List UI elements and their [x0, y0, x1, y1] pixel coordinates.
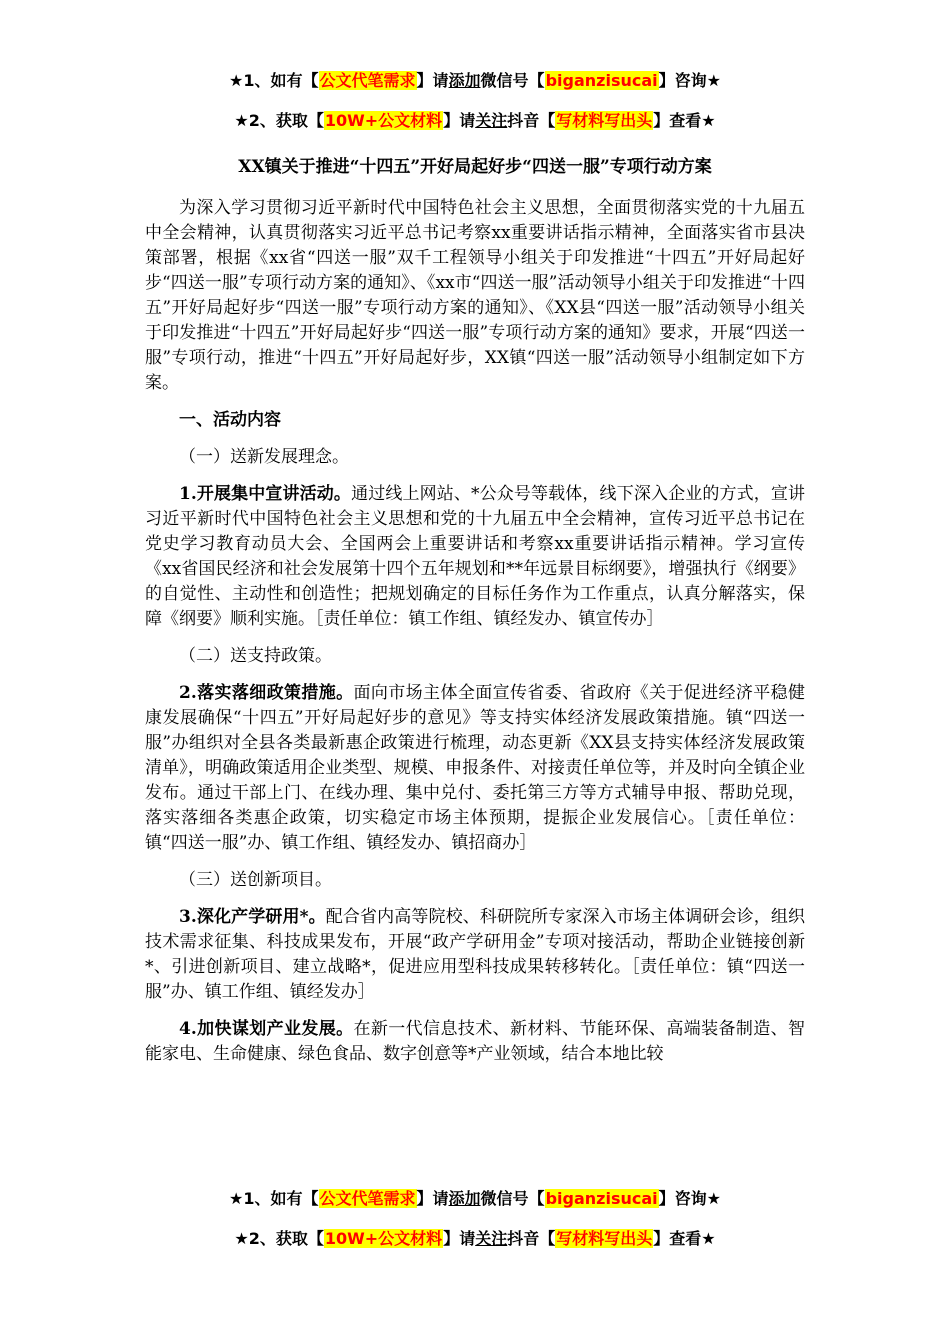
- banner-text: ★1、如有【: [229, 71, 319, 90]
- item-paragraph-3: [145, 905, 805, 1005]
- item-paragraph-2: [145, 681, 805, 856]
- item-lead: 2.落实落细政策措施。: [179, 683, 354, 703]
- header-banner-1: [0, 70, 950, 92]
- subsection-heading: （一）送新发展理念。: [179, 447, 349, 467]
- wechat-id-highlight: biganzisucai: [545, 71, 658, 90]
- banner-text: 】咨询★: [658, 71, 721, 90]
- banner-text: ★2、获取【: [234, 1229, 324, 1248]
- banner-text: 】请: [416, 1189, 449, 1208]
- item-text: 面向市场主体全面宣传省委、省政府《关于促进经济平稳健康发展确保“十四五”开好局起好步的意见》等支持实体经济发展政策措施。镇“四送一服”办组织对全县各类最新惠企政策进行梳理，动态更新《XX县支持实体经济发展政策清单》，明确政策适用企业类型、规模、申报条件、对接责任单位等，并及时向全镇企业发布。通过干部上门、在线办理、集中兑付、委托第三方等方式辅导申报、帮助兑现，落实落细各类惠企政策，切实稳定市场主体预期，提振企业发展信心。［责任单位：镇“四送一服”办、镇工作组、镇经发办、镇招商办］: [145, 683, 806, 853]
- highlight-text: 公文代笔需求: [319, 1189, 416, 1208]
- footer-banner-2: [0, 1228, 950, 1250]
- document-body: [145, 196, 805, 1079]
- douyin-id-highlight: 写材料写出头: [556, 1229, 653, 1248]
- item-paragraph-1: [145, 482, 805, 632]
- underlined-text: 添加: [448, 71, 481, 90]
- item-paragraph-4: [145, 1017, 805, 1067]
- banner-text: ★1、如有【: [229, 1189, 319, 1208]
- banner-text: 】请: [416, 71, 449, 90]
- highlight-text: 公文代笔需求: [319, 71, 416, 90]
- item-lead: 4.加快谋划产业发展。: [179, 1019, 354, 1039]
- header-banner-2: [0, 110, 950, 132]
- underlined-text: 关注: [475, 1229, 508, 1248]
- subsection-heading: （二）送支持政策。: [179, 646, 332, 666]
- intro-paragraph: 为深入学习贯彻习近平新时代中国特色社会主义思想，全面贯彻落实党的十九届五中全会精神，认真贯彻落实习近平总书记考察xx重要讲话指示精神，全面落实省市县决策部署，根据《xx省“四送一服”双千工程领导小组关于印发推进“十四五”开好局起好步“四送一服”专项行动方案的通知》、《xx市“四送一服”活动领导小组关于印发推进“十四五”开好局起好步“四送一服”专项行动方案的通知》、《XX县“四送一服”活动领导小组关于印发推进“十四五”开好局起好步“四送一服”专项行动方案的通知》要求，开展“四送一服”专项行动，推进“十四五”开好局起好步，XX镇“四送一服”活动领导小组制定如下方案。: [145, 198, 805, 393]
- wechat-id-highlight: biganzisucai: [545, 1189, 658, 1208]
- banner-text: 微信号【: [480, 1189, 545, 1208]
- banner-text: 抖音【: [507, 111, 556, 130]
- item-lead: 1.开展集中宣讲活动。: [179, 484, 352, 504]
- highlight-text: 10W+公文材料: [324, 111, 443, 130]
- banner-text: ★2、获取【: [234, 111, 324, 130]
- item-text: 在新一代信息技术、新材料、节能环保、高端装备制造、智能家电、生命健康、绿色食品、数字创意等*产业领域，结合本地比较: [145, 1019, 806, 1064]
- banner-text: 微信号【: [480, 71, 545, 90]
- banner-text: 】查看★: [653, 111, 716, 130]
- banner-text: 】请: [443, 1229, 476, 1248]
- underlined-text: 添加: [448, 1189, 481, 1208]
- highlight-text: 10W+公文材料: [324, 1229, 443, 1248]
- section-heading: 一、活动内容: [179, 410, 281, 430]
- banner-text: 抖音【: [507, 1229, 556, 1248]
- subsection-heading: （三）送创新项目。: [179, 870, 332, 890]
- item-text: 通过线上网站、*公众号等载体，线下深入企业的方式，宣讲习近平新时代中国特色社会主义思想和党的十九届五中全会精神，宣传习近平总书记在党史学习教育动员大会、全国两会上重要讲话和考察xx重要讲话指示精神。学习宣传《xx省国民经济和社会发展第十四个五年规划和**年远景目标纲要》，增强执行《纲要》的自觉性、主动性和创造性；把规划确定的目标任务作为工作重点，认真分解落实，保障《纲要》顺利实施。［责任单位：镇工作组、镇经发办、镇宣传办］: [145, 484, 806, 629]
- douyin-id-highlight: 写材料写出头: [556, 111, 653, 130]
- banner-text: 】请: [443, 111, 476, 130]
- banner-text: 】查看★: [653, 1229, 716, 1248]
- item-lead: 3.深化产学研用*。: [179, 907, 326, 927]
- document-title: XX镇关于推进“十四五”开好局起好步“四送一服”专项行动方案: [238, 157, 712, 177]
- item-text: 配合省内高等院校、科研院所专家深入市场主体调研会诊，组织技术需求征集、科技成果发布，开展“政产学研用金”专项对接活动，帮助企业链接创新*、引进创新项目、建立战略*，促进应用型科技成果转移转化。［责任单位：镇“四送一服”办、镇工作组、镇经发办］: [145, 907, 806, 1002]
- underlined-text: 关注: [475, 111, 508, 130]
- footer-banner-1: [0, 1188, 950, 1210]
- banner-text: 】咨询★: [658, 1189, 721, 1208]
